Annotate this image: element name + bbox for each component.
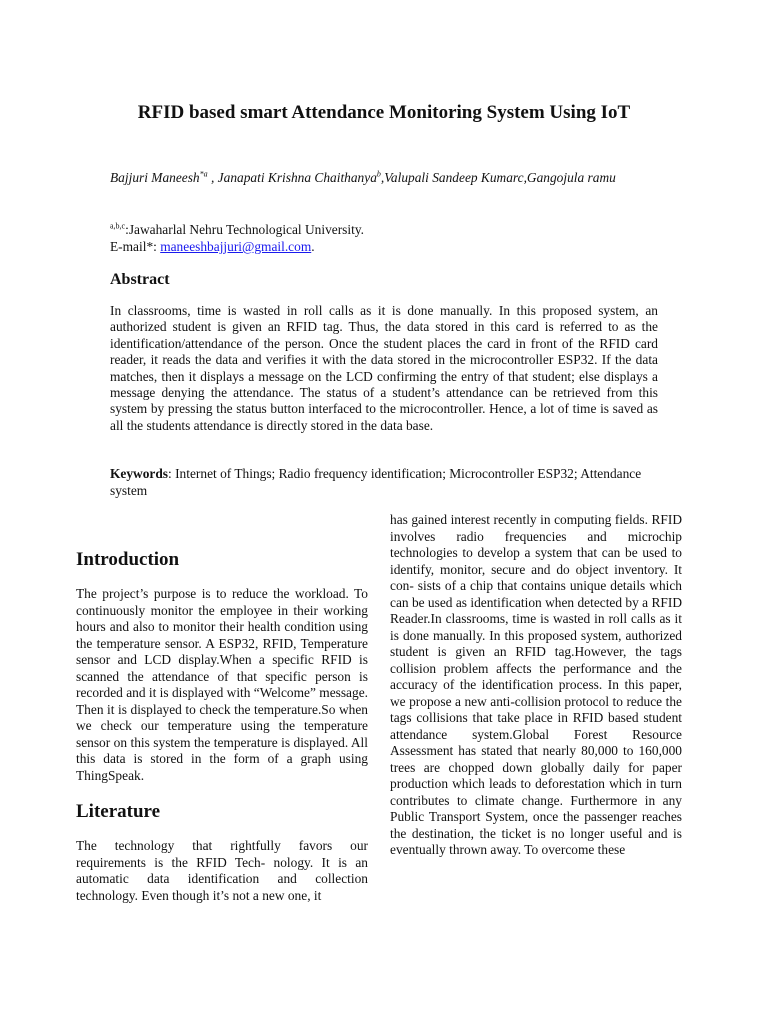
email-label: E-mail*:: [110, 239, 161, 254]
literature-body: The technology that rightfully favors our requirements is the RFID Tech- nology. It is an automatic data identification and collection technology. Even though it’s not a new one, it: [76, 838, 368, 903]
left-column: [76, 548, 368, 904]
author-2-affil-mark: b: [376, 169, 381, 179]
affiliation-text: :Jawaharlal Nehru Technological University.: [125, 222, 365, 237]
other-authors: ,Valupali Sandeep Kumarc,Gangojula ramu: [380, 170, 616, 185]
author-1: Bajjuri Maneesh: [110, 170, 200, 185]
abstract-heading: Abstract: [110, 271, 170, 288]
keywords-label: Keywords: [110, 466, 169, 481]
keywords-paragraph: [110, 466, 658, 499]
email-end: .: [311, 239, 315, 254]
author-2: , Janapati Krishna Chaithanya: [207, 170, 377, 185]
spacer: [76, 572, 368, 586]
spacer: [76, 784, 368, 800]
introduction-heading: Introduction: [76, 549, 180, 570]
affiliation-line: [110, 221, 658, 238]
right-column-body: has gained interest recently in computing fields. RFID involves radio frequencies and microchip technologies to develop a system that can be used to identify, monitor, secure and do object inventory. It con- sists of a chip that contains unique details which can be used as identification when detected by a RFID Reader.In classrooms, time is wasted in roll calls as it is done manually. In this proposed system, authorized student is given an RFID tag.However, the tags collision problem affects the performance and the accuracy of the identification process. In this paper, we propose a new anti-collision protocol to reduce the tags collisions that take place in RFID based student attendance system.Global Forest Resource Assessment has stated that nearly 80,000 to 160,000 trees are chopped down globally daily for paper production which leads to deforestation which in turn contributes to climate change. Furthermore in any Public Transport System, once the passenger reaches the destination, the ticket is no longer useful and is eventually thrown away. To overcome these: [390, 512, 682, 857]
author-1-affil-mark: *a: [199, 169, 208, 179]
email-line: [110, 238, 658, 255]
right-column: [390, 512, 682, 859]
keywords-text: : Internet of Things; Radio frequency identification; Microcontroller ESP32; Attendance system: [110, 466, 642, 498]
literature-heading: Literature: [76, 801, 161, 822]
introduction-body: The project’s purpose is to reduce the workload. To continuously monitor the employee in their working hours and also to monitor their health condition using the temperature sensor. A ESP32, RFID, Temperature sensor and LCD display.When a specific RFID is scanned the attendance of that specific person is recorded and it is displayed with “Welcome” message. Then it is displayed to check the temperature.So when we check our temperature using the temperature sensor on this system the temperature is displayed. All this data is stored in the form of a graph using ThingSpeak.: [76, 586, 368, 783]
affiliation-mark: a,b,c: [110, 221, 126, 231]
author-list: [110, 168, 658, 187]
abstract-body: In classrooms, time is wasted in roll calls as it is done manually. In this proposed system, an authorized student is given an RFID tag. Thus, the data stored in this card is referred to as the identification/attendance of the person. Once the student places the card in front of the RFID card reader, it reads the data and verifies it with the data stored in the microcontroller ESP32. If the data matches, then it displays a message on the LCD confirming the entry of that student; else displays a message denying the attendance. The status of a student’s attendance can be retrieved from this system by pressing the status button interfaced to the microcontroller. Hence, a lot of time is saved as all the students attendance is directly stored in the data base.: [110, 303, 658, 433]
affiliation-block: [110, 221, 658, 255]
paper-title: RFID based smart Attendance Monitoring System Using IoT: [137, 102, 631, 123]
spacer: [76, 824, 368, 838]
email-link[interactable]: maneeshbajjuri@gmail.com: [160, 239, 312, 254]
